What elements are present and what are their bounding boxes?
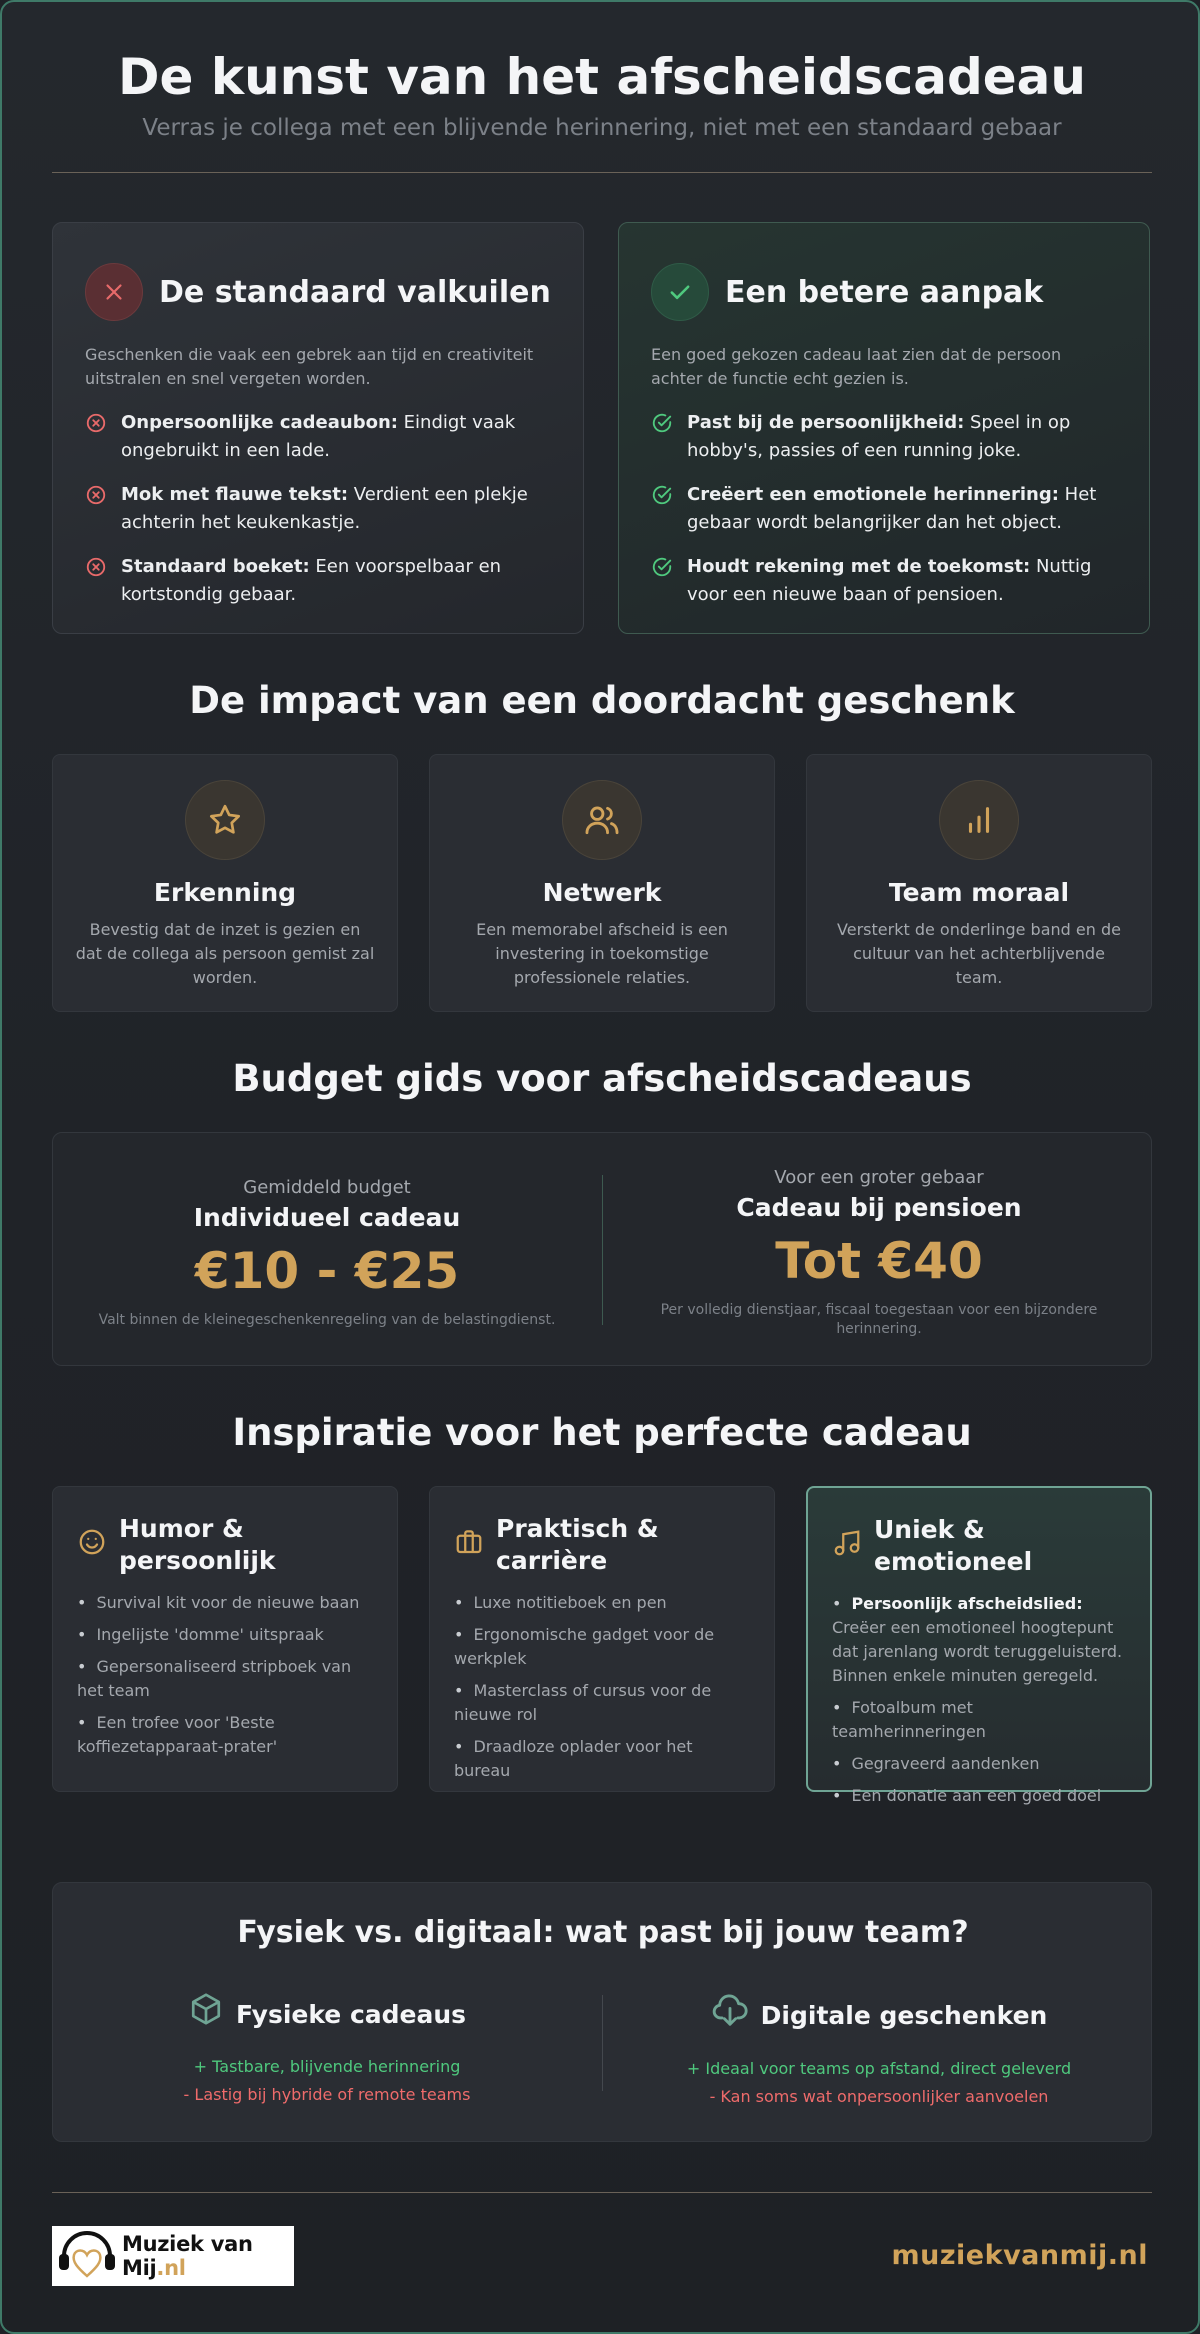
impact-card-text: Een memorabel afscheid is een investering in toekomstige professionele relaties.: [476, 920, 728, 987]
item-text: Luxe notitieboek en pen: [473, 1593, 667, 1612]
list-item: • Draadloze oplader voor het bureau: [454, 1737, 693, 1780]
page-title: De kunst van het afscheidscadeau: [118, 48, 1086, 106]
list-item: • Ingelijste 'domme' uitspraak: [77, 1625, 324, 1644]
logo-suffix: .nl: [156, 2256, 186, 2280]
compare-con: - Kan soms wat onpersoonlijker aanvoelen: [709, 2087, 1049, 2106]
header-divider: [52, 172, 1152, 173]
headphones-heart-icon: [56, 2226, 118, 2286]
footer-divider: [52, 2192, 1152, 2193]
list-item: • Fotoalbum met teamherinneringen: [832, 1698, 986, 1741]
impact-card-text: Bevestig dat de inzet is gezien en dat de collega als persoon gemist zal worden.: [75, 920, 375, 987]
inspiration-card-title: Uniek & emotioneel: [874, 1515, 1033, 1576]
budget-pension: [605, 1133, 1153, 1367]
item-bold: Creëert een emotionele herinnering:: [687, 484, 1059, 505]
list-item: [85, 481, 551, 537]
item-text: Een voorspelbaar en kortstondig gebaar.: [121, 556, 502, 605]
footer-url-link[interactable]: muziekvanmij.nl: [891, 2240, 1148, 2271]
music-note-icon: [832, 1528, 862, 1558]
inspiration-card-title: Praktisch & carrière: [496, 1514, 659, 1575]
item-text: Nuttig voor een nieuwe baan of pensioen.: [687, 556, 1092, 605]
budget-small-label: Voor een groter gebaar: [774, 1167, 984, 1188]
item-bold: Past bij de persoonlijkheid:: [687, 412, 965, 433]
item-text: Creëer een emotioneel hoogtepunt dat jarenlang wordt teruggeluisterd. Binnen enkele minuten geregeld.: [832, 1618, 1123, 1685]
item-text: Eindigt vaak ongebruikt in een lade.: [121, 412, 516, 461]
item-text: Gepersonaliseerd stripboek van het team: [77, 1657, 352, 1700]
list-item: • Survival kit voor de nieuwe baan: [77, 1593, 360, 1612]
check-circle-icon: [651, 481, 675, 509]
item-bold: Persoonlijk afscheidslied:: [851, 1594, 1083, 1613]
impact-title: De impact van een doordacht geschenk: [189, 679, 1015, 722]
box-icon: [188, 1991, 224, 2039]
check-icon: [651, 263, 709, 321]
item-bold: Onpersoonlijke cadeaubon:: [121, 412, 398, 433]
logo-name: Muziek van Mij: [122, 2232, 253, 2280]
compare-pro: + Ideaal voor teams op afstand, direct geleverd: [686, 2059, 1072, 2078]
list-item: • Gepersonaliseerd stripboek van het team: [77, 1657, 352, 1700]
budget-small-label: Gemiddeld budget: [243, 1177, 411, 1198]
impact-card-team-moraal: [806, 754, 1152, 1012]
brand-logo[interactable]: [52, 2226, 294, 2286]
item-text: Een donatie aan een goed doel: [851, 1786, 1102, 1805]
x-circle-icon: [85, 481, 109, 509]
list-item: [651, 481, 1117, 537]
budget-divider: [602, 1175, 603, 1325]
list-item: • Gegraveerd aandenken: [832, 1754, 1040, 1773]
inspiration-title: Inspiratie voor het perfecte cadeau: [232, 1411, 972, 1454]
item-text: Het gebaar wordt belangrijker dan het object.: [687, 484, 1097, 533]
budget-amount: €10 - €25: [194, 1242, 460, 1300]
inspiration-card-title: Humor & persoonlijk: [119, 1514, 276, 1575]
inspiration-card-uniek: [806, 1486, 1152, 1805]
budget-note: Per volledig dienstjaar, fiscaal toegestaan voor een bijzondere herinnering.: [660, 1302, 1098, 1337]
list-item: • Ergonomische gadget voor de werkplek: [454, 1625, 715, 1668]
list-item: [85, 553, 551, 609]
impact-card-title: Netwerk: [542, 878, 662, 907]
compare-label: Fysieke cadeaus: [235, 2000, 467, 2029]
impact-card-erkenning: [52, 754, 398, 1012]
impact-card-title: Team moraal: [888, 878, 1070, 907]
budget-label: Individueel cadeau: [193, 1203, 461, 1232]
list-item: [651, 409, 1117, 465]
item-bold: Standaard boeket:: [121, 556, 310, 577]
budget-panel: [52, 1132, 1152, 1366]
item-bold: Houdt rekening met de toekomst:: [687, 556, 1031, 577]
pitfalls-description: Geschenken die vaak een gebrek aan tijd en creativiteit uitstralen en snel vergeten worden.: [85, 345, 534, 388]
budget-individual: [53, 1133, 601, 1367]
pitfalls-panel: [52, 222, 584, 634]
check-circle-icon: [651, 553, 675, 581]
compare-con: - Lastig bij hybride of remote teams: [183, 2085, 471, 2104]
budget-title: Budget gids voor afscheidscadeaus: [232, 1057, 972, 1100]
better-title: Een betere aanpak: [725, 274, 1044, 310]
item-text: Gegraveerd aandenken: [851, 1754, 1040, 1773]
item-text: Ergonomische gadget voor de werkplek: [454, 1625, 715, 1668]
budget-note: Valt binnen de kleinegeschenkenregeling van de belastingdienst.: [98, 1312, 556, 1328]
budget-amount: Tot €40: [775, 1232, 983, 1290]
list-item: • Masterclass of cursus voor de nieuwe rol: [454, 1681, 712, 1724]
bar-chart-icon: [939, 780, 1019, 860]
item-text: Ingelijste 'domme' uitspraak: [96, 1625, 324, 1644]
item-text: Draadloze oplader voor het bureau: [454, 1737, 693, 1780]
item-text: Survival kit voor de nieuwe baan: [96, 1593, 360, 1612]
list-item-featured: • Persoonlijk afscheidslied: Creëer een emotioneel hoogtepunt dat jarenlang wordt teruggeluisterd. Binnen enkele minuten geregeld.: [832, 1594, 1123, 1685]
compare-pro: + Tastbare, blijvende herinnering: [193, 2057, 461, 2076]
impact-card-text: Versterkt de onderlinge band en de cultuur van het achterblijvende team.: [837, 920, 1121, 987]
close-icon: [85, 263, 143, 321]
list-item: [85, 409, 551, 465]
compare-label: Digitale geschenken: [760, 2001, 1048, 2030]
check-circle-icon: [651, 409, 675, 437]
x-circle-icon: [85, 553, 109, 581]
list-item: • Een donatie aan een goed doel: [832, 1786, 1102, 1805]
header: [52, 42, 1152, 144]
star-icon: [185, 780, 265, 860]
better-approach-panel: [618, 222, 1150, 634]
impact-card-title: Erkenning: [153, 878, 297, 907]
item-bold: Mok met flauwe tekst:: [121, 484, 349, 505]
item-text: Verdient een plekje achterin het keukenkastje.: [121, 484, 528, 533]
logo-text: [122, 2232, 294, 2280]
item-text: Een trofee voor 'Beste koffiezetapparaat-prater': [77, 1713, 278, 1756]
pitfalls-title: De standaard valkuilen: [159, 274, 551, 310]
smiley-icon: [77, 1527, 107, 1557]
list-item: • Luxe notitieboek en pen: [454, 1593, 667, 1612]
better-description: Een goed gekozen cadeau laat zien dat de persoon achter de functie echt gezien is.: [651, 345, 1062, 388]
compare-title: Fysiek vs. digitaal: wat past bij jouw team?: [237, 1915, 969, 1950]
x-circle-icon: [85, 409, 109, 437]
list-item: • Een trofee voor 'Beste koffiezetapparaat-prater': [77, 1713, 278, 1756]
budget-label: Cadeau bij pensioen: [736, 1193, 1022, 1222]
compare-physical: [53, 1991, 601, 2109]
item-text: Fotoalbum met teamherinneringen: [832, 1698, 986, 1741]
cloud-download-icon: [711, 1991, 749, 2041]
compare-panel: [52, 1882, 1152, 2142]
list-item: [651, 553, 1117, 609]
briefcase-icon: [454, 1527, 484, 1557]
item-text: Speel in op hobby's, passies of een running joke.: [687, 412, 1071, 461]
compare-divider: [602, 1995, 603, 2091]
inspiration-card-praktisch: [429, 1486, 775, 1792]
compare-digital: [605, 1991, 1153, 2111]
impact-card-netwerk: [429, 754, 775, 1012]
page-subtitle: Verras je collega met een blijvende herinnering, niet met een standaard gebaar: [142, 115, 1062, 141]
inspiration-card-humor: [52, 1486, 398, 1792]
item-text: Masterclass of cursus voor de nieuwe rol: [454, 1681, 712, 1724]
users-icon: [562, 780, 642, 860]
